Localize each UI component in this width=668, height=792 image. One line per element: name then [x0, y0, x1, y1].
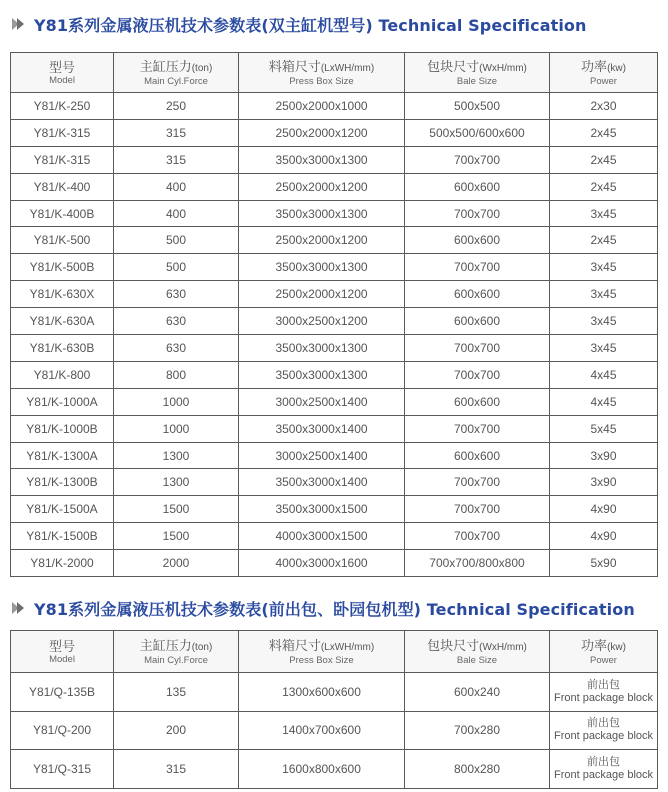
power-label-zh: 前出包: [587, 755, 620, 768]
table-cell: 3000x2500x1400: [239, 388, 405, 415]
table-cell: 4000x3000x1600: [239, 550, 405, 577]
table-cell: 700x700: [405, 469, 550, 496]
table-row: [11, 550, 658, 577]
table-cell: Y81/Q-315: [11, 750, 114, 789]
column-header-unit: (kw): [607, 641, 626, 653]
table-row: [11, 469, 658, 496]
table-cell: 3x45: [550, 254, 658, 281]
table-cell: 630: [114, 335, 239, 362]
column-header: [239, 53, 405, 93]
column-header-en: Main Cyl.Force: [144, 654, 208, 666]
table-cell: 700x700: [405, 254, 550, 281]
table-row: [11, 750, 658, 789]
column-header-zh: [550, 59, 657, 76]
table-cell: 700x280: [405, 711, 550, 750]
arrow-icon: [10, 15, 28, 33]
table-cell: Y81/K-400: [11, 173, 114, 200]
table-cell: 3x90: [550, 469, 658, 496]
table-cell: 1000: [114, 415, 239, 442]
table-cell: 3500x3000x1500: [239, 496, 405, 523]
column-header: [550, 53, 658, 93]
table-row: [11, 146, 658, 173]
header-row: [11, 631, 658, 673]
column-header-en: Model: [49, 74, 75, 86]
table-cell: 600x240: [405, 673, 550, 712]
table-cell: 1300: [114, 442, 239, 469]
column-header-zh: [11, 639, 113, 654]
power-label-zh: 前出包: [587, 678, 620, 691]
table-cell: 400: [114, 173, 239, 200]
table-cell: 4x45: [550, 388, 658, 415]
table-cell: 700x700: [405, 361, 550, 388]
column-header-zh: [11, 60, 113, 75]
section2-title: [10, 596, 635, 620]
table-cell: 4x90: [550, 523, 658, 550]
table-cell: 600x600: [405, 281, 550, 308]
power-cell: [550, 673, 658, 712]
table-cell: 2x30: [550, 93, 658, 120]
table-cell: 200: [114, 711, 239, 750]
table-cell: 315: [114, 119, 239, 146]
table-cell: 4000x3000x1500: [239, 523, 405, 550]
column-header: [114, 631, 239, 673]
table-cell: 2500x2000x1000: [239, 93, 405, 120]
arrow-icon: [10, 599, 28, 617]
table-row: [11, 415, 658, 442]
table-cell: Y81/K-800: [11, 361, 114, 388]
table-cell: 2x45: [550, 227, 658, 254]
table-cell: 4x90: [550, 496, 658, 523]
column-header-zh: [239, 59, 404, 76]
column-header-zh-text: 包块尺寸: [427, 58, 480, 74]
column-header-unit: (ton): [191, 62, 213, 74]
column-header-zh-text: 主缸压力: [139, 58, 192, 74]
table-cell: Y81/K-630B: [11, 335, 114, 362]
column-header: [239, 631, 405, 673]
table-cell: 400: [114, 200, 239, 227]
table-cell: 630: [114, 281, 239, 308]
column-header-en: Power: [590, 75, 617, 87]
column-header: [405, 53, 550, 93]
table-cell: Y81/K-315: [11, 119, 114, 146]
table-row: [11, 308, 658, 335]
table-cell: Y81/K-1500A: [11, 496, 114, 523]
table-cell: Y81/K-1500B: [11, 523, 114, 550]
column-header-zh-text: 功率: [581, 58, 608, 74]
power-label-en: Front package block: [553, 768, 654, 781]
table-cell: 2000: [114, 550, 239, 577]
table-cell: Y81/K-630A: [11, 308, 114, 335]
column-header-unit: (ton): [191, 641, 213, 653]
table-row: [11, 523, 658, 550]
table-cell: 630: [114, 308, 239, 335]
column-header-zh-text: 型号: [48, 59, 75, 75]
table-cell: 3500x3000x1300: [239, 335, 405, 362]
column-header-zh: [114, 638, 238, 655]
column-header-en: Main Cyl.Force: [144, 75, 208, 87]
table-cell: 3500x3000x1400: [239, 415, 405, 442]
column-header-en: Power: [590, 654, 617, 666]
header-row: [11, 53, 658, 93]
spec-table-dual-cylinder: [10, 52, 658, 577]
column-header: [550, 631, 658, 673]
table-row: [11, 388, 658, 415]
table-cell: 700x700: [405, 146, 550, 173]
power-label-zh: 前出包: [587, 717, 620, 730]
table-cell: 3x45: [550, 335, 658, 362]
table-row: [11, 227, 658, 254]
table-cell: Y81/K-2000: [11, 550, 114, 577]
column-header: [405, 631, 550, 673]
section2-title-text: Y81系列金属液压机技术参数表(前出包、卧园包机型) Technical Specification: [34, 599, 635, 619]
table-cell: 2500x2000x1200: [239, 281, 405, 308]
table-cell: 700x700: [405, 496, 550, 523]
table-cell: Y81/K-1000B: [11, 415, 114, 442]
table-cell: 5x45: [550, 415, 658, 442]
table-cell: 5x90: [550, 550, 658, 577]
column-header-en: Model: [49, 653, 75, 665]
table-cell: 1400x700x600: [239, 711, 405, 750]
table-cell: 1500: [114, 523, 239, 550]
column-header-zh-text: 料箱尺寸: [268, 637, 321, 653]
power-cell: [550, 711, 658, 750]
column-header: [11, 53, 114, 93]
table-cell: 700x700/800x800: [405, 550, 550, 577]
table-cell: 700x700: [405, 415, 550, 442]
table-row: [11, 361, 658, 388]
table-cell: 1000: [114, 388, 239, 415]
column-header-zh-text: 型号: [48, 638, 75, 654]
table-cell: 2500x2000x1200: [239, 119, 405, 146]
table-row: [11, 335, 658, 362]
column-header-unit: (LxWH/mm): [320, 62, 375, 74]
table-cell: 315: [114, 750, 239, 789]
table-cell: 3500x3000x1300: [239, 200, 405, 227]
table-row: [11, 673, 658, 712]
column-header-en: Bale Size: [456, 654, 498, 666]
table-cell: 2500x2000x1200: [239, 227, 405, 254]
table-row: [11, 173, 658, 200]
column-header: [114, 53, 239, 93]
table-cell: 1300: [114, 469, 239, 496]
table-cell: 135: [114, 673, 239, 712]
table-cell: Y81/K-400B: [11, 200, 114, 227]
table-cell: 1600x800x600: [239, 750, 405, 789]
table-cell: 2x45: [550, 119, 658, 146]
column-header-zh-text: 功率: [581, 637, 608, 653]
power-label-en: Front package block: [553, 730, 654, 743]
column-header-unit: (WxH/mm): [479, 62, 527, 74]
table-cell: 600x600: [405, 173, 550, 200]
table-cell: 3500x3000x1300: [239, 361, 405, 388]
spec-table-front-eject: [10, 630, 658, 789]
table-cell: 3000x2500x1400: [239, 442, 405, 469]
table-row: [11, 281, 658, 308]
table-cell: Y81/K-1300B: [11, 469, 114, 496]
column-header-zh-text: 主缸压力: [139, 637, 192, 653]
table-cell: Y81/K-250: [11, 93, 114, 120]
table-cell: 4x45: [550, 361, 658, 388]
column-header-zh: [550, 638, 657, 655]
column-header-zh: [239, 638, 404, 655]
table-cell: Y81/K-500: [11, 227, 114, 254]
table-cell: 3000x2500x1200: [239, 308, 405, 335]
table-cell: 3500x3000x1400: [239, 469, 405, 496]
column-header-zh: [405, 59, 549, 76]
table-cell: Y81/Q-200: [11, 711, 114, 750]
column-header-unit: (LxWH/mm): [320, 641, 375, 653]
section1-title: [10, 12, 587, 36]
column-header-unit: (kw): [607, 62, 626, 74]
table-cell: Y81/Q-135B: [11, 673, 114, 712]
table-cell: 3x45: [550, 200, 658, 227]
table-cell: 3x90: [550, 442, 658, 469]
power-cell: [550, 750, 658, 789]
table-cell: 1300x600x600: [239, 673, 405, 712]
table-cell: 2500x2000x1200: [239, 173, 405, 200]
table-cell: 2x45: [550, 173, 658, 200]
table-cell: Y81/K-1300A: [11, 442, 114, 469]
table-cell: 600x600: [405, 227, 550, 254]
table-cell: 600x600: [405, 388, 550, 415]
column-header-en: Press Box Size: [289, 654, 354, 666]
table-cell: 500x500/600x600: [405, 119, 550, 146]
table-cell: 500x500: [405, 93, 550, 120]
table-cell: 315: [114, 146, 239, 173]
table-cell: 600x600: [405, 308, 550, 335]
table-cell: 3x45: [550, 308, 658, 335]
power-label-en: Front package block: [553, 691, 654, 704]
table-row: [11, 119, 658, 146]
column-header-unit: (WxH/mm): [479, 641, 527, 653]
table-row: [11, 93, 658, 120]
section1-title-text: Y81系列金属液压机技术参数表(双主缸机型号) Technical Specification: [34, 15, 587, 35]
table-cell: 700x700: [405, 335, 550, 362]
table-cell: Y81/K-630X: [11, 281, 114, 308]
table-row: [11, 496, 658, 523]
table-row: [11, 254, 658, 281]
column-header-en: Bale Size: [456, 75, 498, 87]
table-cell: 700x700: [405, 200, 550, 227]
table-cell: 3x45: [550, 281, 658, 308]
table-cell: Y81/K-1000A: [11, 388, 114, 415]
table-row: [11, 442, 658, 469]
table-row: [11, 711, 658, 750]
table-cell: 700x700: [405, 523, 550, 550]
table-cell: 3500x3000x1300: [239, 146, 405, 173]
table-cell: 600x600: [405, 442, 550, 469]
table-cell: 250: [114, 93, 239, 120]
table-cell: 3500x3000x1300: [239, 254, 405, 281]
table-cell: 1500: [114, 496, 239, 523]
table-cell: 800: [114, 361, 239, 388]
table-cell: Y81/K-500B: [11, 254, 114, 281]
column-header-zh-text: 料箱尺寸: [268, 58, 321, 74]
column-header-zh: [114, 59, 238, 76]
table-cell: 500: [114, 227, 239, 254]
column-header-en: Press Box Size: [289, 75, 354, 87]
table-row: [11, 200, 658, 227]
table-cell: 800x280: [405, 750, 550, 789]
column-header: [11, 631, 114, 673]
table-cell: Y81/K-315: [11, 146, 114, 173]
table-cell: 2x45: [550, 146, 658, 173]
column-header-zh-text: 包块尺寸: [427, 637, 480, 653]
table-cell: 500: [114, 254, 239, 281]
column-header-zh: [405, 638, 549, 655]
